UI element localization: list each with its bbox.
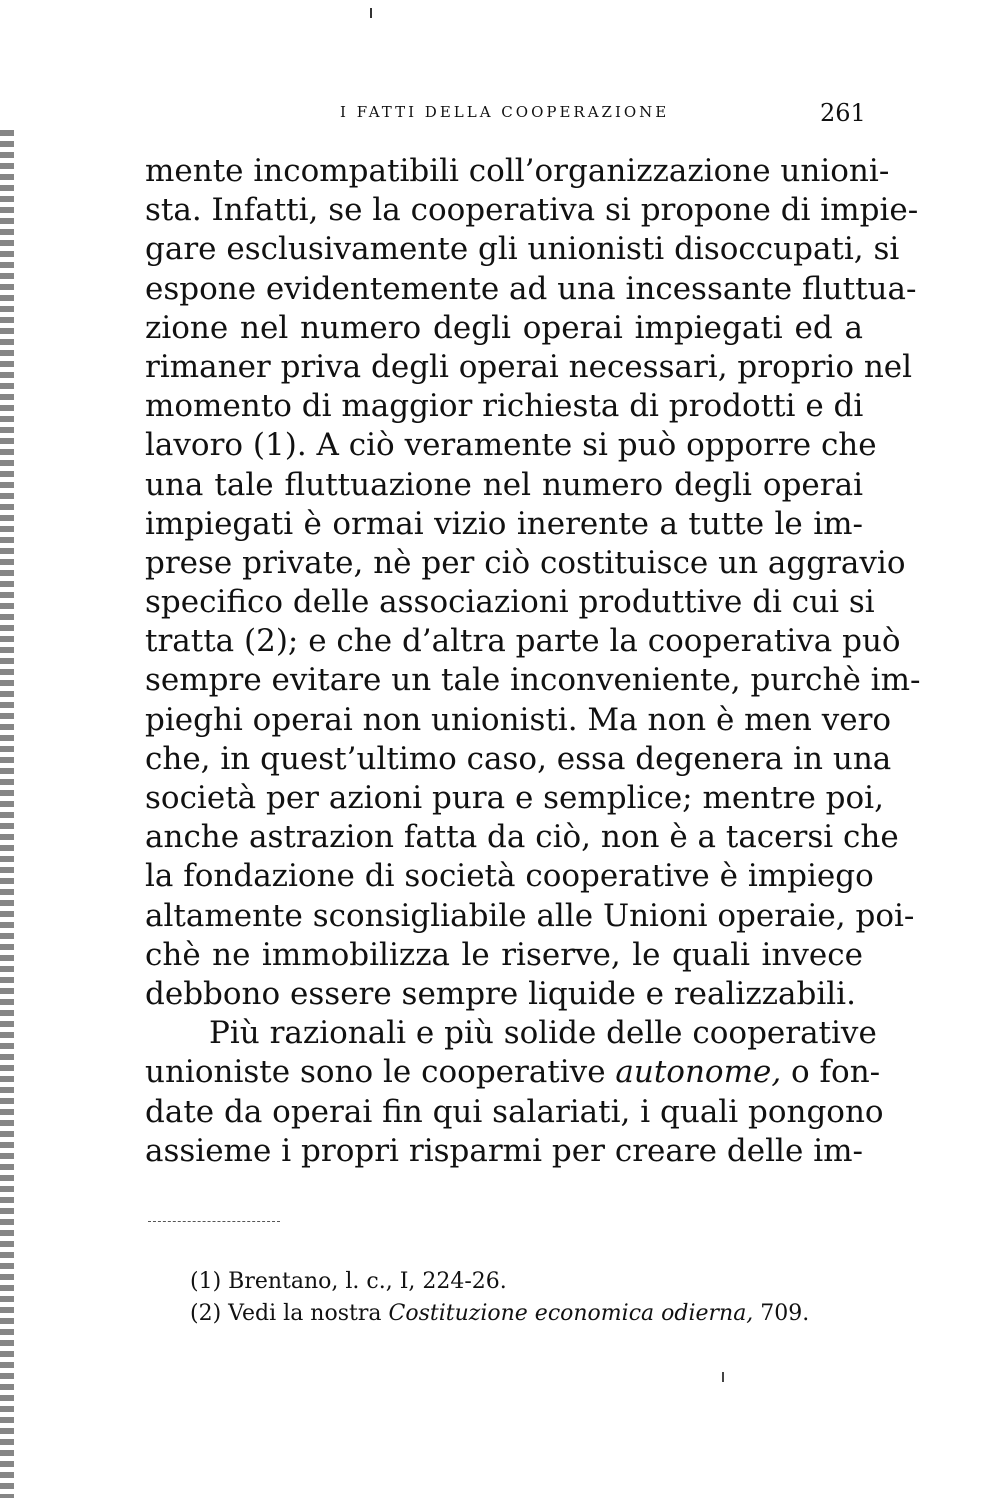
text-line: sempre evitare un tale inconveniente, purchè im- <box>145 662 921 699</box>
text-line: date da operai fin qui salariati, i quali pongono <box>145 1093 884 1130</box>
print-mark <box>722 1372 724 1382</box>
text-line: momento di maggior richiesta di prodotti e di <box>145 388 864 425</box>
text-line: prese private, nè per ciò costituisce un aggravio <box>145 544 906 581</box>
text-line: specifico delle associazioni produttive di cui si <box>145 584 875 621</box>
text-line: zione nel numero degli operai impiegati ed a <box>145 309 863 346</box>
footnotes <box>190 1266 890 1330</box>
running-head-title: I FATTI DELLA COOPERAZIONE <box>340 103 670 121</box>
italic-term: autonome, <box>615 1054 782 1091</box>
text-line: altamente sconsigliabile alle Unioni operaie, poi- <box>145 897 915 934</box>
body-text <box>145 152 921 1171</box>
text-line: assieme i propri risparmi per creare delle im- <box>145 1132 863 1169</box>
text-line: debbono essere sempre liquide e realizzabili. <box>145 975 856 1012</box>
text-line <box>145 1053 881 1092</box>
text-line: sta. Infatti, se la cooperativa si propone di impie- <box>145 192 919 229</box>
text-line: una tale fluttuazione nel numero degli operai <box>145 466 863 503</box>
footnote-italic-title: Costituzione economica odierna, <box>388 1301 754 1326</box>
text-line: chè ne immobilizza le riserve, le quali invece <box>145 936 863 973</box>
footnote-1: (1) Brentano, l. c., I, 224-26. <box>190 1269 507 1294</box>
footnote-separator <box>148 1221 280 1222</box>
text-line: che, in quest’ultimo caso, essa degenera in una <box>145 740 892 777</box>
text-line: espone evidentemente ad una incessante fluttua- <box>145 270 917 307</box>
text-line: lavoro (1). A ciò veramente si può opporre che <box>145 427 877 464</box>
page-number: 261 <box>820 99 866 127</box>
text-line: rimaner priva degli operai necessari, proprio nel <box>145 348 913 385</box>
running-head <box>0 101 1000 131</box>
text-line: la fondazione di società cooperative è impiego <box>145 858 874 895</box>
footnote-2 <box>190 1298 890 1330</box>
print-mark <box>370 8 372 18</box>
text-line: tratta (2); e che d’altra parte la cooperativa può <box>145 623 901 660</box>
text-line: pieghi operai non unionisti. Ma non è men vero <box>145 701 892 738</box>
page-edge-shadow <box>0 130 14 1498</box>
text-line: anche astrazion fatta da ciò, non è a tacersi che <box>145 819 899 856</box>
text-line: società per azioni pura e semplice; mentre poi, <box>145 780 884 816</box>
footnote-text: 709. <box>753 1301 810 1326</box>
text-line: gare esclusivamente gli unionisti disoccupati, si <box>145 231 900 268</box>
footnote-text: (2) Vedi la nostra <box>190 1301 389 1326</box>
text-line: mente incompatibili coll’organizzazione unioni- <box>145 153 890 189</box>
paragraph-first-line: Più razionali e più solide delle cooperative <box>209 1015 877 1052</box>
text-line: impiegati è ormai vizio inerente a tutte le im- <box>145 505 863 542</box>
text-segment: o fon- <box>781 1054 881 1091</box>
text-segment: unioniste sono le cooperative <box>145 1054 616 1091</box>
